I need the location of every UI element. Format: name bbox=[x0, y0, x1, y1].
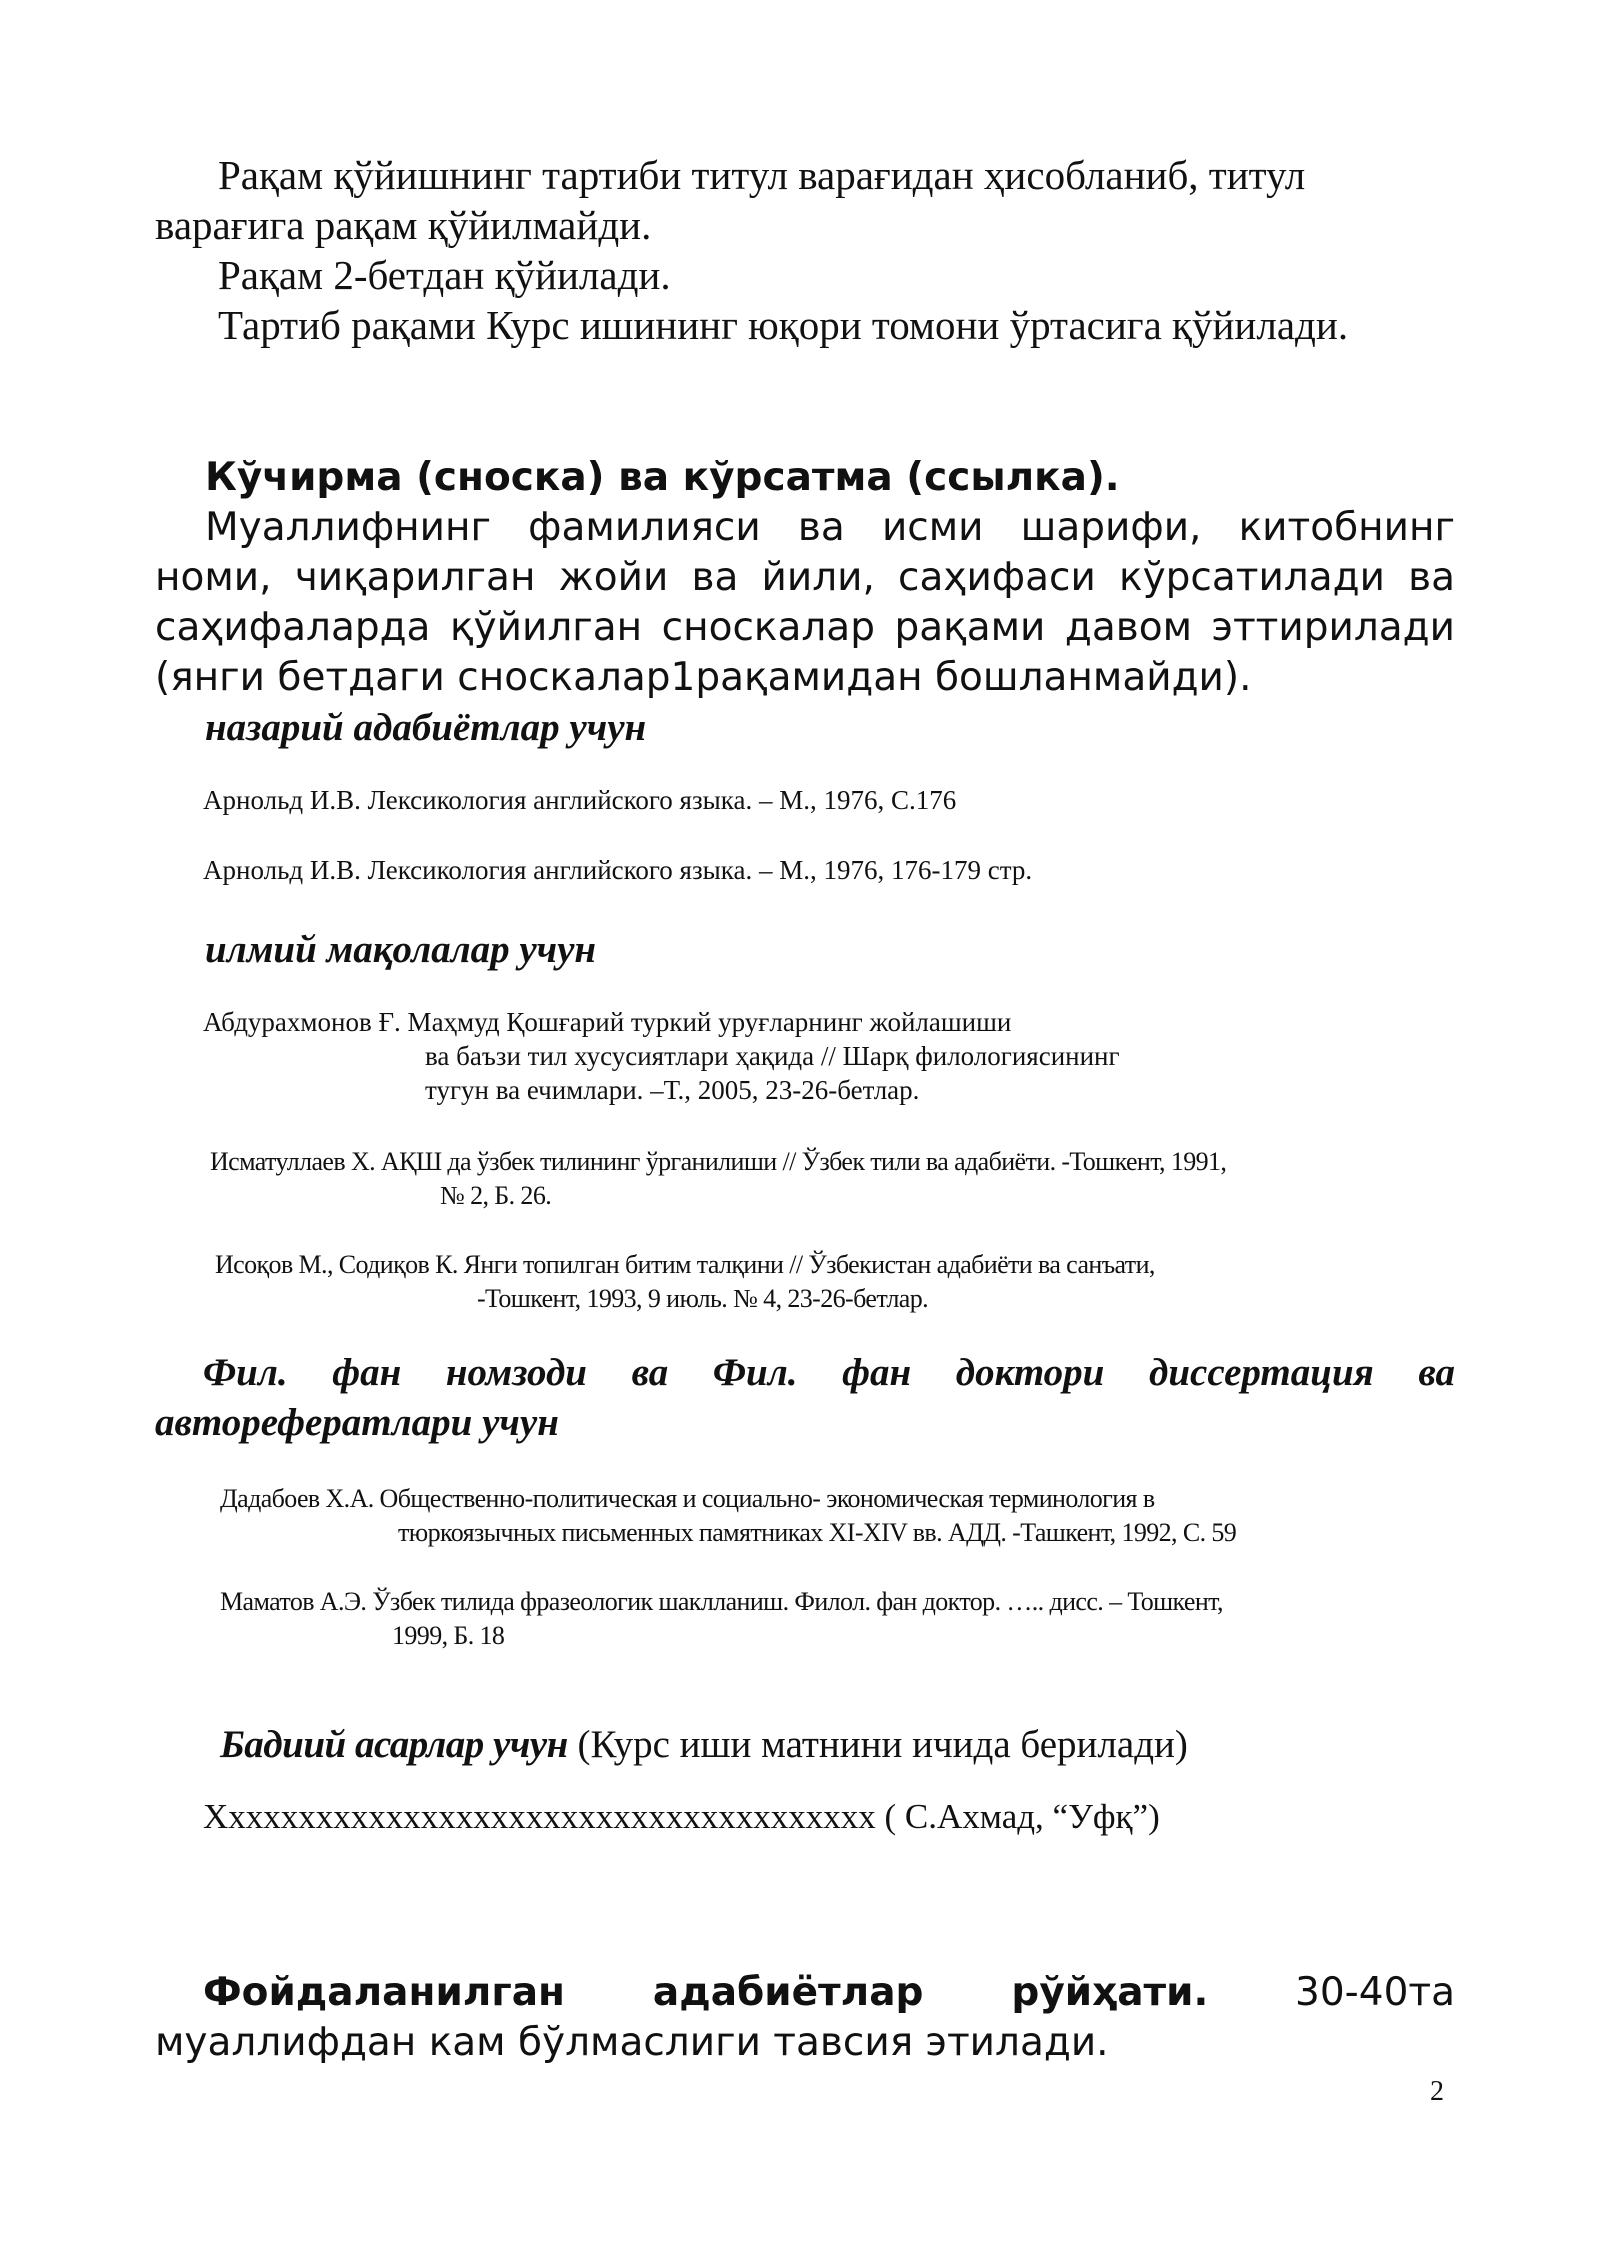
bibliography-section bbox=[155, 1968, 1455, 2068]
articles-label: илмий мақолалар учун bbox=[205, 928, 597, 971]
bibliography-body: 30-40та муаллифдан кам бўлмаслиги тавсия этилади. bbox=[155, 1970, 1456, 2065]
fiction-note: (Курс иши матнини ичида берилади) bbox=[567, 1723, 1188, 1766]
intro-section bbox=[155, 150, 1455, 350]
reference-dissertation-2 bbox=[220, 1585, 1223, 1653]
reference-article-3 bbox=[215, 1248, 1155, 1316]
reference-line: тюркоязычных письменных памятниках XI-XIV вв. АДД. -Ташкент, 1992, С. 59 bbox=[398, 1518, 1237, 1547]
reference-article-2 bbox=[210, 1145, 1226, 1213]
reference-line: Исматуллаев Х. АҚШ да ўзбек тилининг ўрганилиши // Ўзбек тили ва адабиёти. -Тошкент, 1991, bbox=[210, 1147, 1227, 1176]
reference-theoretical-1 bbox=[203, 783, 956, 817]
reference-line: 1999, Б. 18 bbox=[392, 1621, 505, 1650]
dissertations-label-line-1: Фил. фан номзоди ва Фил. фан доктори диссертация ва bbox=[203, 1351, 1455, 1394]
reference-line: -Тошкент, 1993, 9 июль. № 4, 23-26-бетлар. bbox=[477, 1284, 929, 1313]
fiction-example: Хххххххххххххххххххххххххххххххххххххх ( С.Ахмад, “Уфқ”) bbox=[203, 1797, 1160, 1836]
intro-paragraph-3: Тартиб рақами Курс ишининг юқори томони ўртасига қўйилади. bbox=[218, 302, 1349, 348]
bibliography-heading: Фойдаланилган адабиётлар рўйҳати. bbox=[203, 1970, 1209, 2015]
reference-article-1 bbox=[203, 1005, 1120, 1107]
footnote-body: Муаллифнинг фамилияси ва исми шарифи, китобнинг номи, чиқарилган жойи ва йили, саҳифаси кўрсатилади ва саҳифаларда қўйилган сноскалар рақами давом эттирилади (янги бетдаги сноскалар1рақамидан бошланмайди). bbox=[155, 505, 1455, 700]
intro-paragraph-1: Рақам қўйишнинг тартиби титул варағидан ҳисобланиб, титул варағига рақам қўйилмайди. bbox=[155, 152, 1306, 248]
intro-paragraph-2: Рақам 2-бетдан қўйилади. bbox=[218, 252, 671, 298]
reference-line: Абдурахмонов Ғ. Маҳмуд Қошғарий туркий уруғларнинг жойлашиши bbox=[203, 1007, 1012, 1037]
reference-line: ва баъзи тил хусусиятлари ҳақида // Шарқ филологиясининг bbox=[425, 1041, 1120, 1071]
reference-line: Исоқов М., Содиқов К. Янги топилган битим талқини // Ўзбекистан адабиёти ва санъати, bbox=[215, 1250, 1155, 1279]
dissertations-label-line-2: авторефератлари учун bbox=[155, 1401, 559, 1444]
reference-theoretical-2 bbox=[203, 853, 1032, 887]
page-number: 2 bbox=[1430, 2076, 1444, 2107]
reference-line: Дадабоев Х.А. Общественно-политическая и социально- экономическая терминология в bbox=[220, 1484, 1155, 1513]
fiction-line bbox=[220, 1720, 1188, 1770]
footnote-section bbox=[155, 453, 1455, 703]
dissertations-label bbox=[155, 1348, 1455, 1448]
reference-dissertation-1 bbox=[220, 1482, 1236, 1550]
reference-line: Арнольд И.В. Лексикология английского языка. – М., 1976, 176-179 стр. bbox=[203, 855, 1033, 885]
footnote-heading: Кўчирма (сноска) ва кўрсатма (ссылка). bbox=[205, 455, 1120, 500]
reference-line: тугун ва ечимлари. –Т., 2005, 23-26-бетлар. bbox=[425, 1075, 920, 1105]
reference-line: Маматов А.Э. Ўзбек тилида фразеологик шаклланиш. Филол. фан доктор. ….. дисс. – Тошкент, bbox=[220, 1587, 1223, 1616]
reference-line: Арнольд И.В. Лексикология английского языка. – М., 1976, С.176 bbox=[203, 785, 957, 815]
fiction-label: Бадиий асарлар учун bbox=[220, 1723, 568, 1766]
theoretical-label: назарий адабиётлар учун bbox=[205, 706, 647, 749]
reference-line: № 2, Б. 26. bbox=[440, 1181, 552, 1210]
